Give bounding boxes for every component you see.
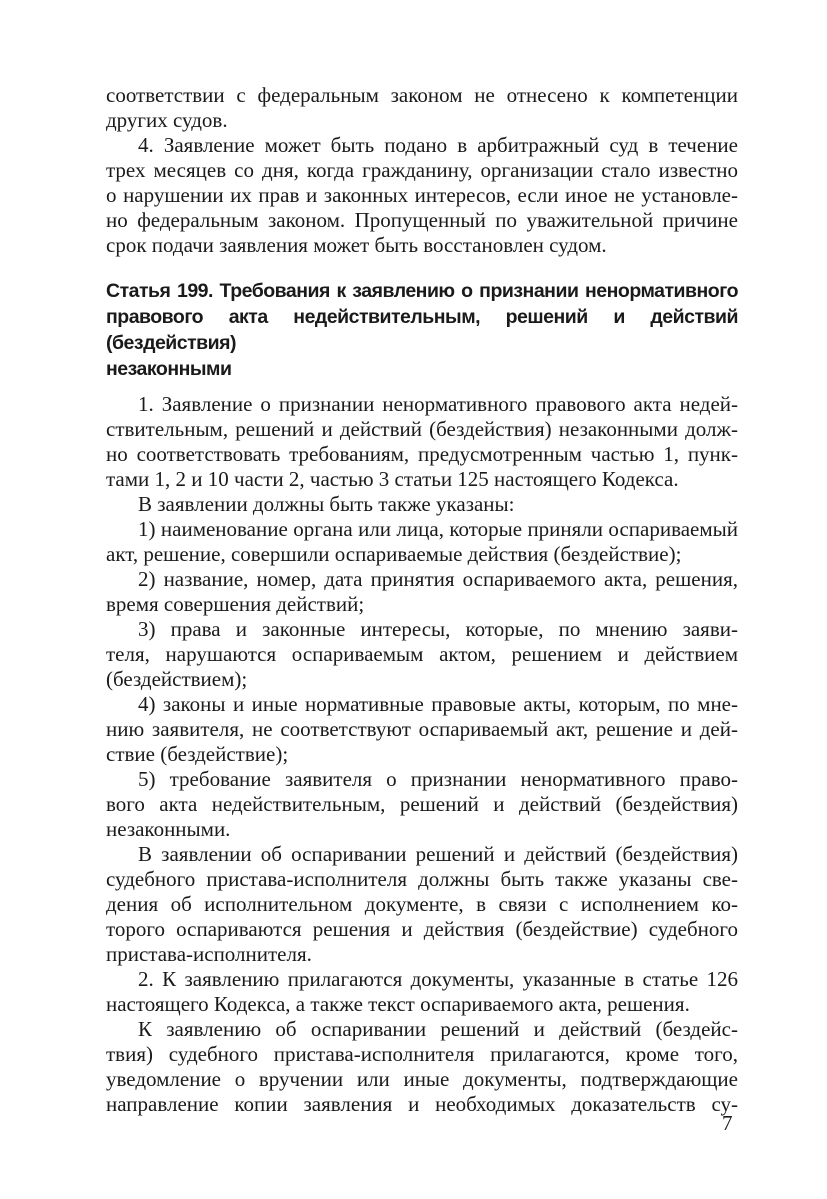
text-line: 3) права и законные интересы, которые, по мнению заяви- (138, 617, 738, 641)
text-line: твия) судебного пристава-исполнителя прилагаются, кроме того, (106, 1042, 738, 1066)
text-line: но федеральным законом. Пропущенный по уважительной причине (106, 208, 738, 232)
text-line: судебного пристава-исполнителя должны быть также указаны све- (106, 867, 738, 891)
text-line: о нарушении их прав и законных интересов, если иное не установле- (106, 183, 738, 207)
text-line: пристава-исполнителя. (106, 942, 312, 966)
text-line: незаконными. (106, 817, 231, 841)
text-line: 4. Заявление может быть подано в арбитражный суд в течение (138, 133, 738, 157)
heading-line: Статья 199. Требования к заявлению о признании ненормативного (106, 280, 738, 302)
text-line: других судов. (106, 108, 228, 132)
text-line: но соответствовать требованиям, предусмотренным частью 1, пунк- (106, 442, 738, 466)
text-line: К заявлению об оспаривании решений и действий (бездейс- (138, 1017, 738, 1041)
text-line: 2) название, номер, дата принятия оспариваемого акта, решения, (138, 567, 738, 591)
text-line: настоящего Кодекса, а также текст оспариваемого акта, решения. (106, 992, 690, 1016)
text-line: уведомление о вручении или иные документы, подтверждающие (106, 1067, 738, 1091)
text-line: 1. Заявление о признании ненормативного правового акта недей- (138, 392, 738, 416)
text-line: акт, решение, совершили оспариваемые действия (бездействие); (106, 542, 682, 566)
text-line: 4) законы и иные нормативные правовые акты, которым, по мне- (138, 692, 738, 716)
text-line: торого оспариваются решения и действия (бездействие) судебного (106, 917, 738, 941)
text-line: 2. К заявлению прилагаются документы, указанные в статье 126 (138, 967, 738, 991)
page-number: 7 (722, 1111, 733, 1135)
text-line: дения об исполнительном документе, в связи с исполнением ко- (106, 892, 738, 916)
text-line: соответствии с федеральным законом не отнесено к компетенции (106, 83, 738, 107)
text-line: трех месяцев со дня, когда гражданину, организации стало известно (106, 158, 738, 182)
text-line: В заявлении должны быть также указаны: (138, 492, 515, 516)
article-heading (106, 278, 738, 382)
text-line: время совершения действий; (106, 592, 365, 616)
heading-line: правового акта недействительным, решений и действий (бездействия) (106, 306, 738, 354)
text-line: тами 1, 2 и 10 части 2, частью 3 статьи 125 настоящего Кодекса. (106, 467, 679, 491)
text-line: В заявлении об оспаривании решений и действий (бездействия) (138, 842, 738, 866)
text-line: срок подачи заявления может быть восстановлен судом. (106, 233, 607, 257)
body-text (106, 83, 738, 1117)
text-line: нию заявителя, не соответствуют оспариваемый акт, решение и дей- (106, 717, 738, 741)
text-line: теля, нарушаются оспариваемым актом, решением и действием (106, 642, 738, 666)
text-line: 1) наименование органа или лица, которые приняли оспариваемый (138, 517, 738, 541)
heading-line: незаконными (106, 358, 232, 380)
text-line: (бездействием); (106, 667, 248, 691)
text-line: 5) требование заявителя о признании ненормативного право- (138, 767, 738, 791)
text-line: направление копии заявления и необходимых доказательств су- (106, 1092, 738, 1116)
text-line: ствие (бездействие); (106, 742, 289, 766)
text-line: ствительным, решений и действий (бездействия) незаконными долж- (106, 417, 738, 441)
text-line: вого акта недействительным, решений и действий (бездействия) (106, 792, 738, 816)
